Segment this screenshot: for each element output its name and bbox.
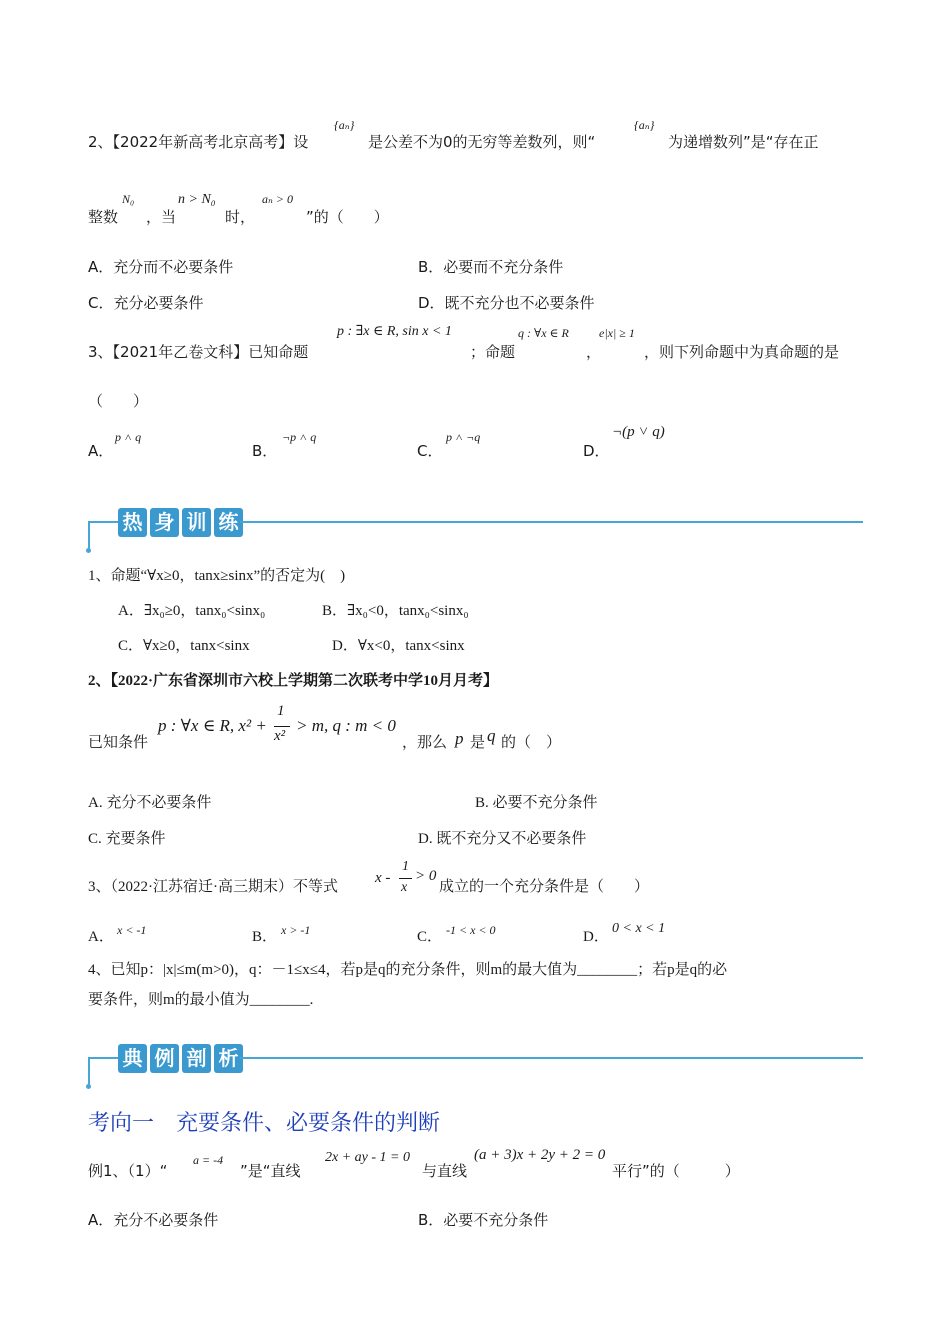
banner-char: 析 [214, 1044, 243, 1073]
warmup-q2-a: A. 充分不必要条件 [88, 795, 212, 811]
section-heading: 考向一 充要条件、必要条件的判断 [88, 1111, 441, 1136]
q3-label-d: D． [583, 442, 610, 460]
warmup-q3-label-d: D． [583, 929, 609, 945]
q3-end: ，则下列命题中为真命题的是 [644, 343, 840, 361]
q2-option-c: C．充分必要条件 [88, 294, 204, 312]
q2-line2-c: 时， [225, 208, 256, 226]
warmup-q2-b: B. 必要不充分条件 [475, 795, 598, 811]
exp-inequality: e|x| ≥ 1 [599, 326, 635, 340]
warmup-q3-opt-a: x < -1 [117, 923, 147, 937]
warmup-q4-line2: 要条件，则m的最小值为________. [88, 992, 314, 1008]
q3-opt-d: ¬(p ˅ q) [612, 424, 665, 440]
n0-symbol: N₀ [122, 192, 135, 206]
q2-line2-b: ，当 [146, 208, 177, 226]
warmup-q3-prefix: 3、（2022·江苏宿迁·高三期末）不等式 [88, 879, 338, 895]
banner-char: 练 [214, 508, 243, 537]
warmup-q2-p: p [455, 729, 464, 748]
warmup-q2-head: 2、【2022·广东省深圳市六校上学期第二次联考中学10月月考】 [88, 673, 499, 689]
warmup-q2-formula-b: > m, q : m < 0 [296, 716, 396, 735]
warmup-q3-frac-den: x [401, 880, 408, 895]
warmup-q3-end: 成立的一个充分条件是（ ） [439, 879, 650, 895]
warmup-q3-frac-num: 1 [402, 859, 409, 874]
warmup-q2-is: 是 [470, 735, 486, 751]
banner-char: 热 [118, 508, 147, 537]
q3-label-c: C． [417, 442, 443, 460]
q3-label-a: A． [88, 442, 114, 460]
warmup-q2-prefix: 已知条件 [88, 735, 149, 751]
ex1-line2: (a + 3)x + 2y + 2 = 0 [474, 1147, 606, 1163]
q3-prefix: 3、【2021年乙卷文科】已知命题 [88, 343, 309, 361]
warmup-q3-x: x - [375, 870, 391, 886]
warmup-q3-opt-c: -1 < x < 0 [446, 923, 496, 937]
ex1-mid: ”是“直线 [240, 1162, 301, 1180]
ex1-end: 平行”的（ ） [612, 1162, 740, 1180]
warmup-title [118, 508, 243, 537]
warmup-q1-b: B．∃x₀<0，tanx₀<sinx₀ [322, 603, 469, 619]
q3-semi: ；命题 [470, 343, 516, 361]
banner-char: 剖 [182, 1044, 211, 1073]
banner-char: 例 [150, 1044, 179, 1073]
warmup-q2-q: q [487, 726, 496, 745]
q2-line2-d: ”的（ ） [306, 208, 389, 226]
q2-mid: 是公差不为0的无穷等差数列，则“ [368, 133, 596, 151]
ex1-option-b: B．必要不充分条件 [418, 1211, 549, 1229]
banner-char: 训 [182, 508, 211, 537]
q2-line2-a: 整数 [88, 208, 119, 226]
warmup-q3-gt: > 0 [415, 868, 437, 884]
warmup-q1-a: A．∃x₀≥0，tanx₀<sinx₀ [118, 603, 266, 619]
proposition-q: q : ∀x ∈ R [518, 326, 569, 340]
banner-vline [88, 1057, 90, 1085]
proposition-p: p : ∃x ∈ R, sin x < 1 [337, 324, 452, 339]
banner-line-right [240, 521, 863, 523]
warmup-q1-d: D．∀x<0，tanx<sinx [332, 638, 465, 654]
q3-comma: ， [586, 343, 602, 361]
fraction-bar [399, 878, 412, 879]
q3-opt-b: ¬p ˄ q [282, 430, 317, 444]
warmup-q2-d: D. 既不充分又不必要条件 [418, 831, 587, 847]
q3-label-b: B． [252, 442, 278, 460]
warmup-q2-frac-num: 1 [277, 703, 285, 719]
examples-title [118, 1044, 243, 1073]
q3-opt-c: p ˄ ¬q [446, 430, 481, 444]
q2-option-b: B．必要而不充分条件 [418, 258, 564, 276]
banner-line-right [240, 1057, 863, 1059]
warmup-q2-frac-den: x² [274, 728, 286, 744]
banner-char: 典 [118, 1044, 147, 1073]
an-sequence-1: {aₙ} [334, 118, 355, 132]
banner-dot [86, 1084, 91, 1089]
fraction-bar [274, 726, 290, 727]
warmup-q2-formula-a: p : ∀x ∈ R, x² + [158, 716, 267, 735]
q2-option-a: A．充分而不必要条件 [88, 258, 234, 276]
n-condition: n > N₀ [178, 192, 216, 207]
warmup-q3-opt-b: x > -1 [281, 923, 311, 937]
q2-prefix: 2、【2022年新高考北京高考】设 [88, 133, 309, 151]
warmup-q1-c: C．∀x≥0，tanx<sinx [118, 638, 250, 654]
q2-end: 为递增数列”是“存在正 [668, 133, 819, 151]
q3-opt-a: p ˄ q [115, 430, 142, 444]
banner-line-left [88, 521, 118, 523]
ex1-cond: a = -4 [193, 1153, 224, 1167]
warmup-q2-mid: ，那么 [402, 735, 448, 751]
banner-dot [86, 548, 91, 553]
ex1-option-a: A．充分不必要条件 [88, 1211, 219, 1229]
warmup-q1-stem: 1、命题“∀x≥0，tanx≥sinx”的否定为( ) [88, 568, 346, 584]
warmup-q2-c: C. 充要条件 [88, 831, 166, 847]
ex1-prefix: 例1、（1）“ [88, 1162, 168, 1180]
warmup-q2-end: 的（ ） [501, 735, 562, 751]
warmup-q3-opt-d: 0 < x < 1 [612, 921, 666, 936]
banner-vline [88, 521, 90, 549]
warmup-q4-line1: 4、已知p：|x|≤m(m>0)，q：－1≤x≤4，若p是q的充分条件，则m的最大值为________；若p是q的必 [88, 962, 728, 978]
warmup-q3-label-a: A． [88, 929, 114, 945]
q3-paren: （ ） [88, 392, 149, 410]
warmup-q3-label-b: B． [252, 929, 278, 945]
warmup-q3-label-c: C． [417, 929, 443, 945]
banner-char: 身 [150, 508, 179, 537]
an-sequence-2: {aₙ} [634, 118, 655, 132]
banner-line-left [88, 1057, 118, 1059]
ex1-mid2: 与直线 [422, 1162, 468, 1180]
q2-option-d: D．既不充分也不必要条件 [418, 294, 595, 312]
ex1-line1: 2x + ay - 1 = 0 [325, 1150, 410, 1165]
an-positive: aₙ > 0 [262, 192, 293, 206]
